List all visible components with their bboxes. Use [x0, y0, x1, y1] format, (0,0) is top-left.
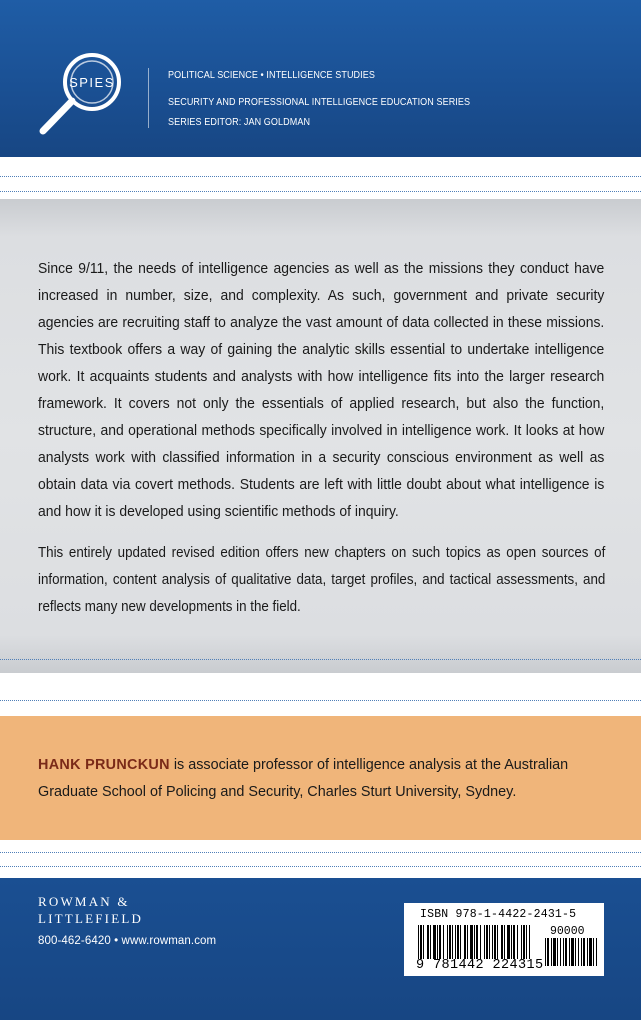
author-bio [38, 752, 608, 806]
magnifying-glass-logo-icon [34, 52, 134, 140]
barcode-addon-bars-icon [545, 938, 597, 966]
author-name: HANK PRUNCKUN [38, 757, 170, 773]
logo-text: SPIES [69, 75, 115, 90]
description-text [38, 256, 604, 621]
barcode-digits: 9 781442 224315 [416, 958, 544, 973]
dotted-divider [0, 659, 641, 660]
publisher-contact: 800-462-6420 • www.rowman.com [38, 935, 217, 947]
description-paragraph-1: Since 9/11, the needs of intelligence agencies as well as the missions they conduct have increased in number, size, and complexity. As such, government and private security agencies are recruiting staff to analyze the vast amount of data collected in these missions. This textbook offers a way of gaining the analytic skills essential to undertake intelligence work. It acquaints students and analysts with how intelligence fits into the larger research framework. It covers not only the essentials of applied research, but also the function, structure, and operational methods specifically involved in intelligence work. It looks at how analysts work with classified information in a security conscious environment as well as obtain data via covert methods. Students are left with little doubt about what intelligence is and how it is developed using scientific methods of inquiry. [38, 261, 605, 520]
series-title: SECURITY AND PROFESSIONAL INTELLIGENCE EDUCATION SERIES [168, 96, 471, 108]
dotted-divider [0, 191, 641, 192]
author-bio-text: is associate professor of intelligence analysis at the Australian Graduate School of Policing and Security, Charles Sturt University, Sydney. [38, 757, 569, 800]
publisher-name-line-1: ROWMAN & [38, 894, 130, 909]
description-paragraph-2: This entirely updated revised edition offers new chapters on such topics as open sources of information, content analysis of qualitative data, target profiles, and tactical assessments, and reflects many new developments in the field. [38, 545, 606, 615]
publisher-name-line-2: LITTLEFIELD [38, 911, 144, 926]
header-divider [148, 68, 149, 128]
dotted-divider [0, 700, 641, 701]
dotted-divider [0, 852, 641, 853]
dotted-divider [0, 866, 641, 867]
isbn-text: ISBN 978-1-4422-2431-5 [420, 908, 577, 921]
price-code: 90000 [550, 925, 585, 938]
series-editor: SERIES EDITOR: JAN GOLDMAN [168, 116, 311, 128]
dotted-divider [0, 176, 641, 177]
series-category: POLITICAL SCIENCE • INTELLIGENCE STUDIES [168, 69, 375, 81]
barcode-bars-icon [418, 925, 530, 959]
